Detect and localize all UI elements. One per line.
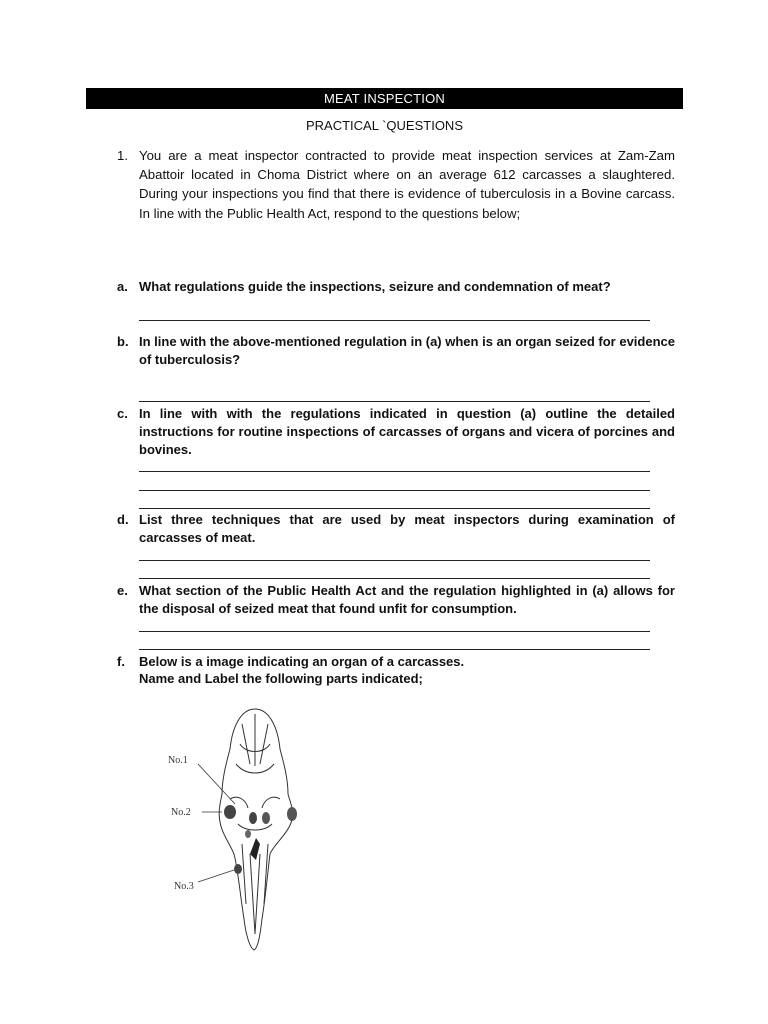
skull-diagram [160, 704, 320, 954]
subquestion-text: What regulations guide the inspections, seizure and condemnation of meat? [139, 279, 611, 294]
subquestion-text: Below is a image indicating an organ of a carcasses. [139, 654, 465, 669]
question-1 [117, 146, 675, 223]
figure-label-no3: No.3 [174, 881, 194, 892]
marked-region-3 [262, 812, 270, 824]
marked-region-6 [234, 864, 242, 874]
answer-line[interactable] [139, 471, 650, 472]
subquestion-label: f. [117, 654, 125, 669]
answer-line[interactable] [139, 560, 650, 561]
subquestion-b [117, 333, 675, 369]
marked-region-4 [287, 807, 297, 821]
document-subtitle: PRACTICAL `QUESTIONS [306, 118, 463, 133]
document-title: MEAT INSPECTION [324, 91, 445, 106]
subquestion-label: c. [117, 406, 128, 421]
subquestion-label: e. [117, 583, 128, 598]
subquestion-label: b. [117, 334, 129, 349]
answer-line[interactable] [139, 649, 650, 650]
subquestion-text: What section of the Public Health Act and the regulation highlighted in (a) allows for the disposal of seized meat that found unfit for consumption. [139, 583, 675, 616]
marked-region-2 [249, 812, 257, 824]
subquestion-label: d. [117, 512, 129, 527]
leader-line-no3 [198, 870, 234, 882]
subquestion-text: In line with the above-mentioned regulation in (a) when is an organ seized for evidence of tuberculosis? [139, 334, 675, 367]
question-1-number: 1. [117, 148, 128, 163]
answer-line[interactable] [139, 401, 650, 402]
instruction-f-label-parts: Name and Label the following parts indicated; [139, 671, 423, 686]
subquestion-d [117, 511, 675, 547]
subquestion-e [117, 582, 675, 618]
marked-region-1 [224, 805, 236, 819]
skull-drawing [160, 704, 320, 954]
figure-label-no1: No.1 [168, 755, 188, 766]
answer-line[interactable] [139, 320, 650, 321]
figure-label-no2: No.2 [171, 807, 191, 818]
answer-line[interactable] [139, 631, 650, 632]
subquestion-text: List three techniques that are used by meat inspectors during examination of carcasses of meat. [139, 512, 675, 545]
answer-line[interactable] [139, 490, 650, 491]
answer-line[interactable] [139, 508, 650, 509]
subquestion-c [117, 405, 675, 459]
subquestion-text: In line with with the regulations indicated in question (a) outline the detailed instructions for routine inspections of carcasses of organs and vicera of porcines and bovines. [139, 406, 675, 457]
question-1-text: You are a meat inspector contracted to provide meat inspection services at Zam-Zam Abattoir located in Choma District where on an average 612 carcasses a slaughtered. During your inspections you find that there is evidence of tuberculosis in a Bovine carcass. In line with the Public Health Act, respond to the questions below; [139, 148, 675, 221]
subquestion-a [117, 278, 675, 296]
subquestion-label: a. [117, 279, 128, 294]
answer-line[interactable] [139, 578, 650, 579]
leader-line-no1 [198, 764, 235, 804]
subquestion-f [117, 653, 675, 671]
marked-region-5 [250, 838, 260, 860]
document-title-bar [86, 88, 683, 109]
